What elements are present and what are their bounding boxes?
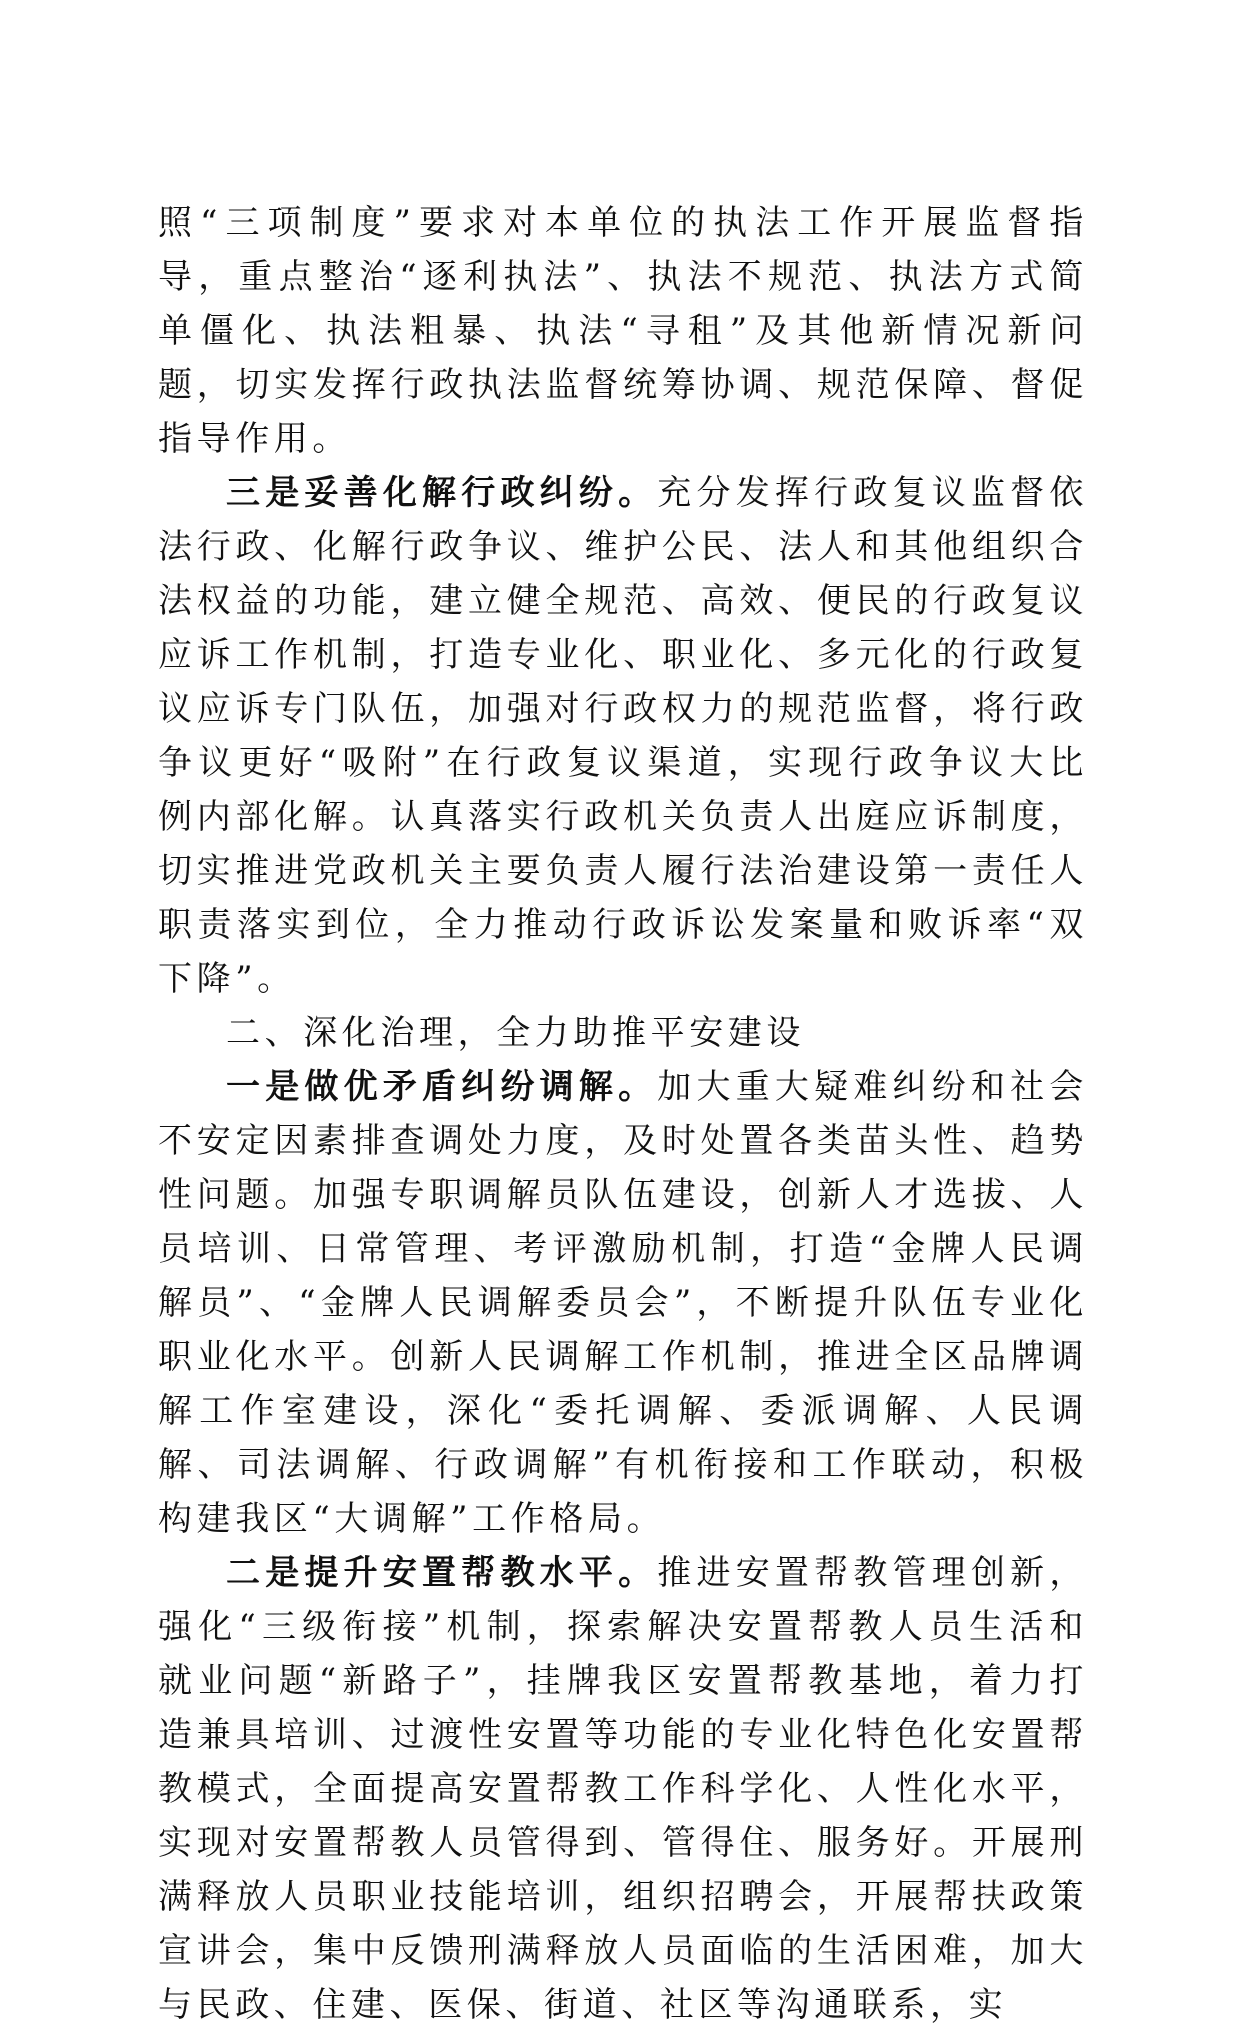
paragraph-administrative-disputes (158, 466, 1088, 1006)
paragraph-text: 照“三项制度”要求对本单位的执法工作开展监督指导，重点整治“逐利执法”、执法不规范、执法方式简单僵化、执法粗暴、执法“寻租”及其他新情况新问题，切实发挥行政执法监督统筹协调、规范保障、督促指导作用。 (158, 203, 1088, 459)
paragraph-text: 推进安置帮教管理创新，强化“三级衔接”机制，探索解决安置帮教人员生活和就业问题“新路子”，挂牌我区安置帮教基地，着力打造兼具培训、过渡性安置等功能的专业化特色化安置帮教模式，全面提高安置帮教工作科学化、人性化水平，实现对安置帮教人员管得到、管得住、服务好。开展刑满释放人员职业技能培训，组织招聘会，开展帮扶政策宣讲会，集中反馈刑满释放人员面临的生活困难，加大与民政、住建、医保、街道、社区等沟通联系，实 (158, 1553, 1088, 2025)
paragraph-dispute-mediation (158, 1060, 1088, 1546)
paragraph-text: 加大重大疑难纠纷和社会不安定因素排查调处力度，及时处置各类苗头性、趋势性问题。加强专职调解员队伍建设，创新人才选拔、人员培训、日常管理、考评激励机制，打造“金牌人民调解员”、“金牌人民调解委员会”，不断提升队伍专业化职业化水平。创新人民调解工作机制，推进全区品牌调解工作室建设，深化“委托调解、委派调解、人民调解、司法调解、行政调解”有机衔接和工作联动，积极构建我区“大调解”工作格局。 (158, 1067, 1088, 1539)
section-heading-text: 二、深化治理，全力助推平安建设 (226, 1013, 805, 1053)
paragraph-lead: 一是做优矛盾纠纷调解。 (226, 1067, 658, 1107)
section-heading (158, 1006, 1088, 1060)
paragraph-lead: 二是提升安置帮教水平。 (226, 1553, 658, 1593)
paragraph-lead: 三是妥善化解行政纠纷。 (226, 473, 658, 513)
paragraph-text: 充分发挥行政复议监督依法行政、化解行政争议、维护公民、法人和其他组织合法权益的功能，建立健全规范、高效、便民的行政复议应诉工作机制，打造专业化、职业化、多元化的行政复议应诉专门队伍，加强对行政权力的规范监督，将行政争议更好“吸附”在行政复议渠道，实现行政争议大比例内部化解。认真落实行政机关负责人出庭应诉制度，切实推进党政机关主要负责人履行法治建设第一责任人职责落实到位，全力推动行政诉讼发案量和败诉率“双下降”。 (158, 473, 1088, 999)
document-page (158, 196, 1088, 2032)
paragraph-resettlement-assistance (158, 1546, 1088, 2032)
paragraph-continuation (158, 196, 1088, 466)
